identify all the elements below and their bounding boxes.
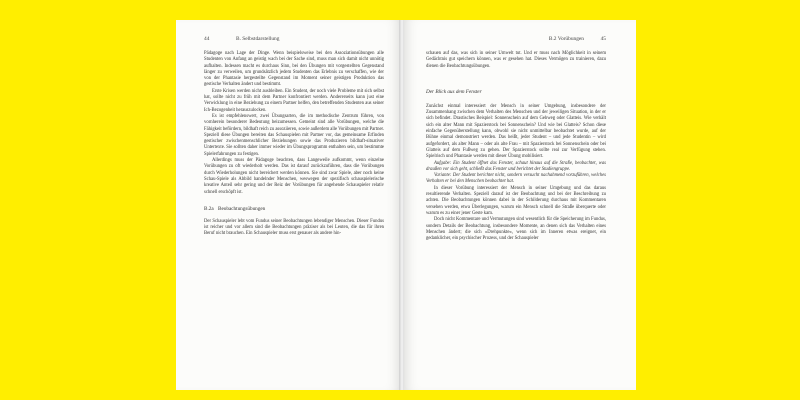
left-page <box>176 20 400 390</box>
variant-text: Der Student berichtet nicht, sondern versucht nachahmend vorzuführen, welches Verhalten er bei den Menschen beobachtet hat. <box>426 173 607 185</box>
left-paragraph-3: Es ist empfehlenswert, zwei Übungsarten, die im methodische Zentrum führen, von vornherein besonderer Bedeutung beizumessen. Gemeint sind alle Vorübungen, welche die Fähigkeit befördern, bildhaft reich zu assoziieren, sowie außerdem alle Vorübungen mit Partner. Speziell diese Übungen bereiten das Schauspielen mit Partner vor, das gemeinsame Erfinden gestischer zwischenmenschlicher Beziehungen sowie das Produzieren bildhaft-situativer Untertexte. Sie sollten daher immer wieder im Übungsprogramm enthalten sein, um bestimmte Spielerfahrungen zu festigen. <box>204 113 384 157</box>
left-paragraph-4: Allerdings muss der Pädagoge beachten, dass Langeweile aufkommt, wenn einzelne Vorübungen zu oft wiederholt werden. Das ist darauf zurückzuführen, dass die Vorübungen durch Wiederholungen nicht bereichert werden können. Sie sind zwar Spiele, aber noch keine Schau-Spiele als Abbild handelnder Menschen, weswegen der spezifisch schauspielerische kreative Anteil sehr gering und der Reiz der Vorübungen für angehende Schauspieler relativ schnell erschöpft ist. <box>204 158 384 195</box>
task-text: Ein Student öffnet das Fenster, schaut hinaus auf die Straße, beobachtet, was draußen vor sich geht, schließt das Fenster und berichtet der Studiengruppe. <box>426 160 606 172</box>
right-paragraph-4: Doch nicht Kommentare und Vermutungen sind wesentlich für die Speicherung im Fundus, sondern Details der Beobachtung, insbesondere Momente, an denen sich das Verhalten eines Menschen ändert; die sich »Drehpunkte«, wenn sich im Inneren etwas ereignet, ein gedanklicher, ein psychischer Prozess, und der Schauspieler <box>426 217 606 242</box>
right-paragraph-3: In dieser Vorübung interessiert der Mensch in seiner Umgebung und das daraus resultierende Verhalten. Speziell darauf ist der Beobachtung und bei der Beschreibung zu achten. Die Beobachtungen können dabei in der Schilderung durchaus mit Kommentaren versehen werden, etwa Überlegungen, warum ein Mensch schnell die Straße überquerte oder warum es zu einer jener Geste kam. <box>426 185 606 216</box>
right-running-title: B.2 Vorübungen <box>548 36 584 42</box>
variant-label: Variante: <box>434 173 452 179</box>
right-running-head <box>426 36 606 46</box>
right-paragraph-2: Zunächst einmal interessiert der Mensch in seiner Umgebung, insbesondere der Zusammenhang zwischen dem Verhalten des Menschen und der jeweiligen Situation, in der er sich befindet. Drastisches Beispiel: Sonnenschein auf dem Gehweg oder Glatteis. Wie verhält sich ein alter Mann mit Spazierstock bei Sonnenschein? Und wie bei Glatteis? Schon diese einfache Gegenüberstellung kann, obwohl sie nicht unmittelbar beobachtet wurde, auf der Bühne einmal demonstriert werden. Das heißt, jeder Student – und jede Studentin – wird aufgefordert, als alter Mann – oder als alte Frau – mit Spazierstock bei Sonnenschein oder bei Glatteis auf dem Fußweg zu gehen. Der Spazierstock sollte real zur Verfügung stehen. Spielrisch und Phantasie werden mit dieser Übung mobilisiert. <box>426 103 606 160</box>
right-page <box>404 20 636 390</box>
left-paragraph-1: Pädagoge nach Lage der Dinge. Wenn beispielsweise bei den Assoziationsübungen alle Studenten von Anfang an geistig wach bei der Sache sind, muss man sich damit nicht unnötig aufhalten. Indessen macht es durchaus Sinn, bei den Übungen mit vorgestellten Gegenstand länger zu verweilen, um grundsätzlich jedem Studenten das Erlebnis zu verschaffen, wie der von der Phantasie hergestellte Gegenstand im Moment seiner geistigen Produktion das gestische Verhalten ändert und bestimmt. <box>204 51 384 88</box>
open-book <box>176 12 628 394</box>
right-page-number: 45 <box>600 36 606 42</box>
task-label: Aufgabe: <box>434 160 452 166</box>
left-page-number: 44 <box>204 36 210 42</box>
sub-heading: Der Blick aus dem Fenster <box>426 88 482 95</box>
left-paragraph-2: Erste Krisen werden nicht ausbleiben. Ein Student, der noch viele Probleme mit sich selbst hat, sollte nicht zu früh mit dem Partner konfrontiert werden. Andererseits kann just eine Verwicklung in eine Beziehung zu einem Partner helfen, den betreffenden Studenten aus seiner Ich-Bezogenheit herauszulocken. <box>204 88 384 113</box>
variant-paragraph <box>426 173 606 186</box>
left-running-head <box>204 36 384 46</box>
section-title: Beobachtungsübungen <box>218 205 266 212</box>
left-paragraph-5: Der Schauspieler lebt vom Fundus seiner Beobachtungen lebendiger Menschen. Dieser Fundus ist reicher und vor allem sind die Beobachtungen präziser als bei Leuten, die das für ihren Beruf nicht brauchen. Ein Schauspieler muss erst genauer als andere hin- <box>204 218 384 237</box>
right-paragraph-1: schauen auf das, was sich in seiner Umwelt tut. Und er muss nach Möglichkeit in seinem Gedächtnis gut speichern können, was er gesehen hat. Dieses Vermögen zu trainieren, dazu dienen die Beobachtungsübungen. <box>426 51 606 69</box>
section-number: B.2a <box>204 205 214 212</box>
task-paragraph <box>426 161 606 174</box>
left-running-title: B. Selbstdarstellung <box>236 36 280 42</box>
section-heading <box>204 206 384 212</box>
